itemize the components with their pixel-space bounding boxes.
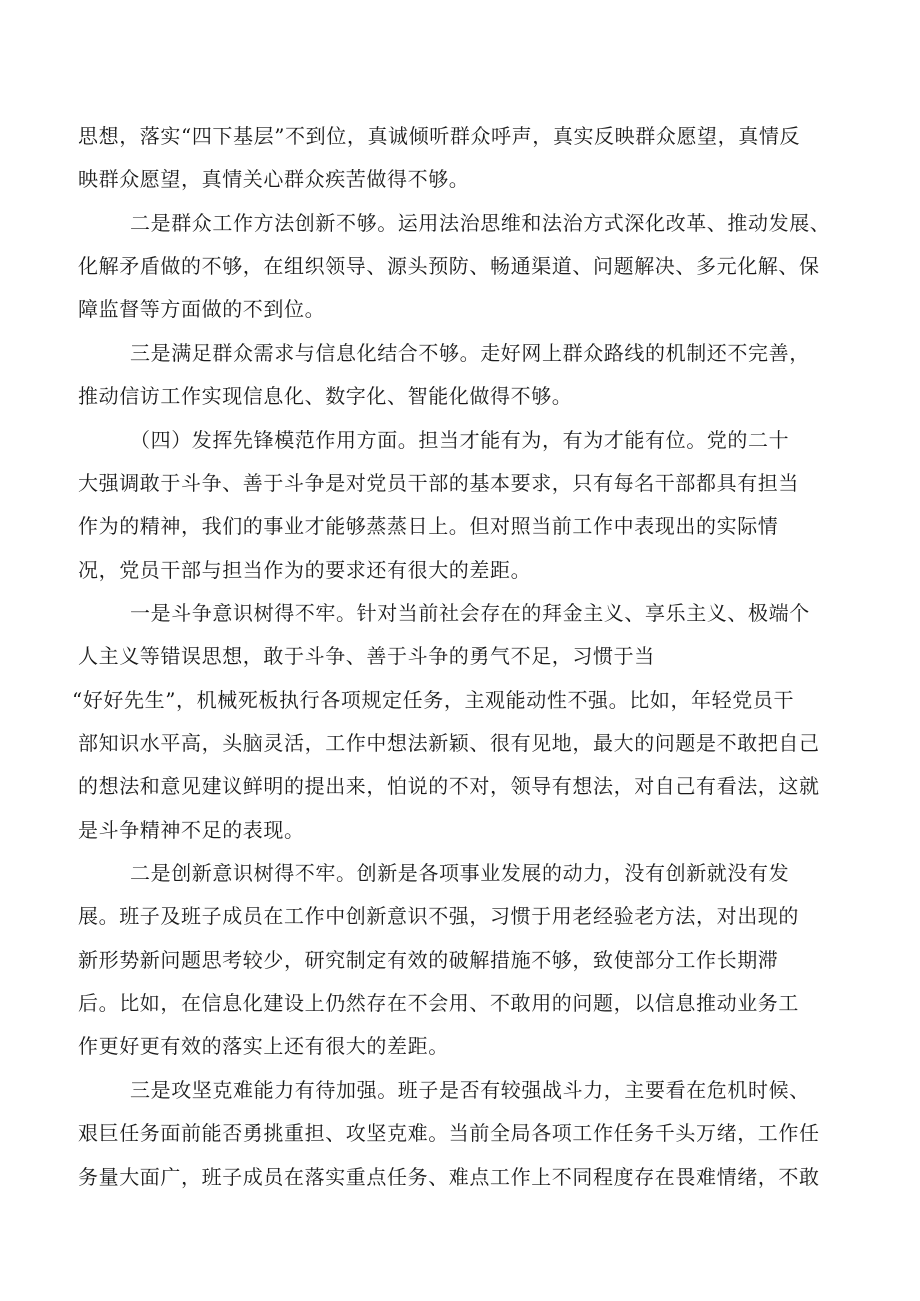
text-line: 的想法和意见建议鲜明的提出来，怕说的不对，领导有想法，对自己有看法，这就 bbox=[78, 774, 820, 798]
text-line: 三是攻坚克难能力有待加强。班子是否有较强战斗力，主要看在危机时候、 bbox=[130, 1078, 810, 1102]
text-line: 推动信访工作实现信息化、数字化、智能化做得不够。 bbox=[78, 384, 573, 408]
text-line: 作更好更有效的落实上还有很大的差距。 bbox=[78, 1034, 449, 1058]
text-line: 是斗争精神不足的表现。 bbox=[78, 818, 305, 842]
text-line: 新形势新问题思考较少，研究制定有效的破解措施不够，致使部分工作长期滞 bbox=[78, 948, 779, 972]
text-line: 部知识水平高，头脑灵活，工作中想法新颖、很有见地，最大的问题是不敢把自己 bbox=[78, 731, 820, 755]
text-line: 作为的精神，我们的事业才能够蒸蒸日上。但对照当前工作中表现出的实际情 bbox=[78, 514, 779, 538]
text-line: 二是群众工作方法创新不够。运用法治思维和法治方式深化改革、推动发展、 bbox=[130, 211, 831, 235]
text-line: 大强调敢于斗争、善于斗争是对党员干部的基本要求，只有每名干部都具有担当 bbox=[78, 471, 799, 495]
text-line: 化解矛盾做的不够，在组织领导、源头预防、畅通渠道、问题解决、多元化解、保 bbox=[78, 254, 820, 278]
text-line: 务量大面广，班子成员在落实重点任务、难点工作上不同程度存在畏难情绪，不敢 bbox=[78, 1165, 820, 1189]
text-line: 思想，落实“四下基层”不到位，真诚倾听群众呼声，真实反映群众愿望，真情反 bbox=[78, 124, 801, 148]
text-line: 况，党员干部与担当作为的要求还有很大的差距。 bbox=[78, 558, 532, 582]
text-line: 后。比如，在信息化建设上仍然存在不会用、不敢用的问题，以信息推动业务工 bbox=[78, 991, 799, 1015]
text-line: 一是斗争意识树得不牢。针对当前社会存在的拜金主义、享乐主义、极端个 bbox=[130, 601, 810, 625]
text-line: 映群众愿望，真情关心群众疾苦做得不够。 bbox=[78, 167, 470, 191]
text-line: 展。班子及班子成员在工作中创新意识不强，习惯于用老经验老方法，对出现的 bbox=[78, 904, 799, 928]
section-heading: （四）发挥先锋模范作用方面。担当才能有为，有为才能有位。党的二十 bbox=[130, 428, 790, 452]
text-line: 二是创新意识树得不牢。创新是各项事业发展的动力，没有创新就没有发 bbox=[130, 861, 790, 885]
text-line: 人主义等错误思想，敢于斗争、善于斗争的勇气不足，习惯于当 bbox=[78, 644, 655, 668]
text-line: 障监督等方面做的不到位。 bbox=[78, 297, 326, 321]
text-line: 三是满足群众需求与信息化结合不够。走好网上群众路线的机制还不完善， bbox=[130, 341, 810, 365]
text-line: 艰巨任务面前能否勇挑重担、攻坚克难。当前全局各项工作任务千头万绪，工作任 bbox=[78, 1121, 820, 1145]
text-line: “好好先生”，机械死板执行各项规定任务，主观能动性不强。比如，年轻党员干 bbox=[72, 688, 795, 712]
